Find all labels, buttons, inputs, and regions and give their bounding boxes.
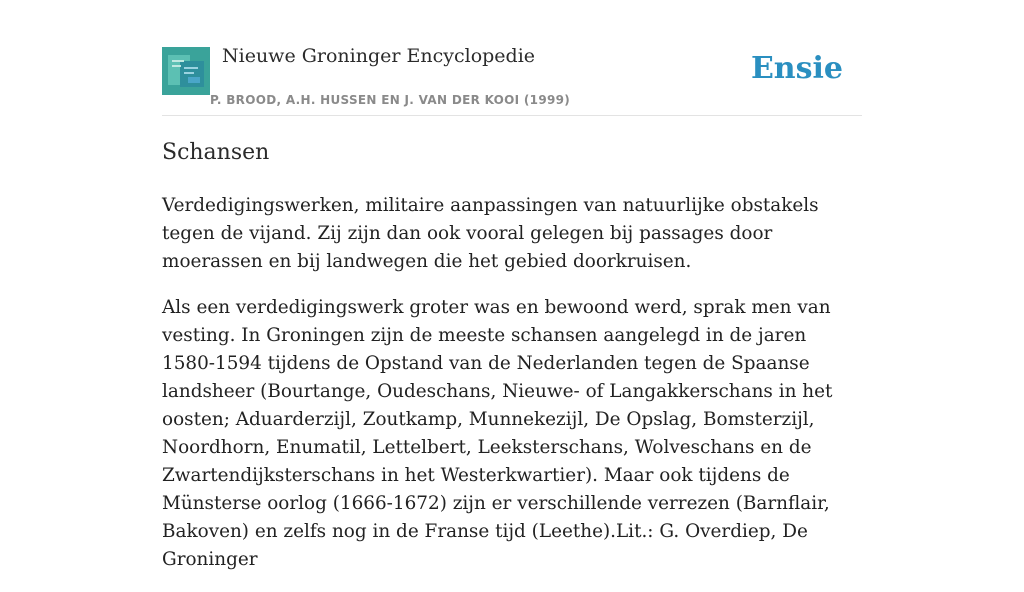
paragraph: Als een verdedigingswerk groter was en bewoond werd, sprak men van vesting. In Groningen zijn de meeste schansen aangelegd in de jaren 1580-1594 tijdens de Opstand van de Nederlanden tegen de Spaanse landsheer (Bourtange, Oudeschans, Nieuwe- of Langakkerschans in het oosten; Aduarderzijl, Zoutkamp, Munnekezijl, De Opslag, Bomsterzijl, Noordhorn, Enumatil, Lettelbert, Leeksterschans, Wolveschans en de Zwartendijksterschans in het Westerkwartier). Maar ook tijdens de Münsterse oorlog (1666-1672) zijn er verschillende verrezen (Barnflair, Bakoven) en zelfs nog in de Franse tijd (Leethe).Lit.: G. Overdiep, De Groninger	[162, 297, 833, 570]
book-cover-icon[interactable]	[162, 47, 210, 95]
source-header	[162, 45, 862, 116]
article-body	[162, 192, 864, 592]
article-title: Schansen	[162, 140, 270, 165]
ensie-logo[interactable]: Ensie	[750, 51, 843, 86]
paragraph: Verdedigingswerken, militaire aanpassingen van natuurlijke obstakels tegen de vijand. Zij zijn dan ook vooral gelegen bij passages door moerassen en bij landwegen die het gebied doorkruisen.	[162, 195, 819, 272]
source-title[interactable]: Nieuwe Groninger Encyclopedie	[222, 45, 536, 67]
source-authors: P. BROOD, A.H. HUSSEN EN J. VAN DER KOOI (1999)	[210, 93, 571, 107]
